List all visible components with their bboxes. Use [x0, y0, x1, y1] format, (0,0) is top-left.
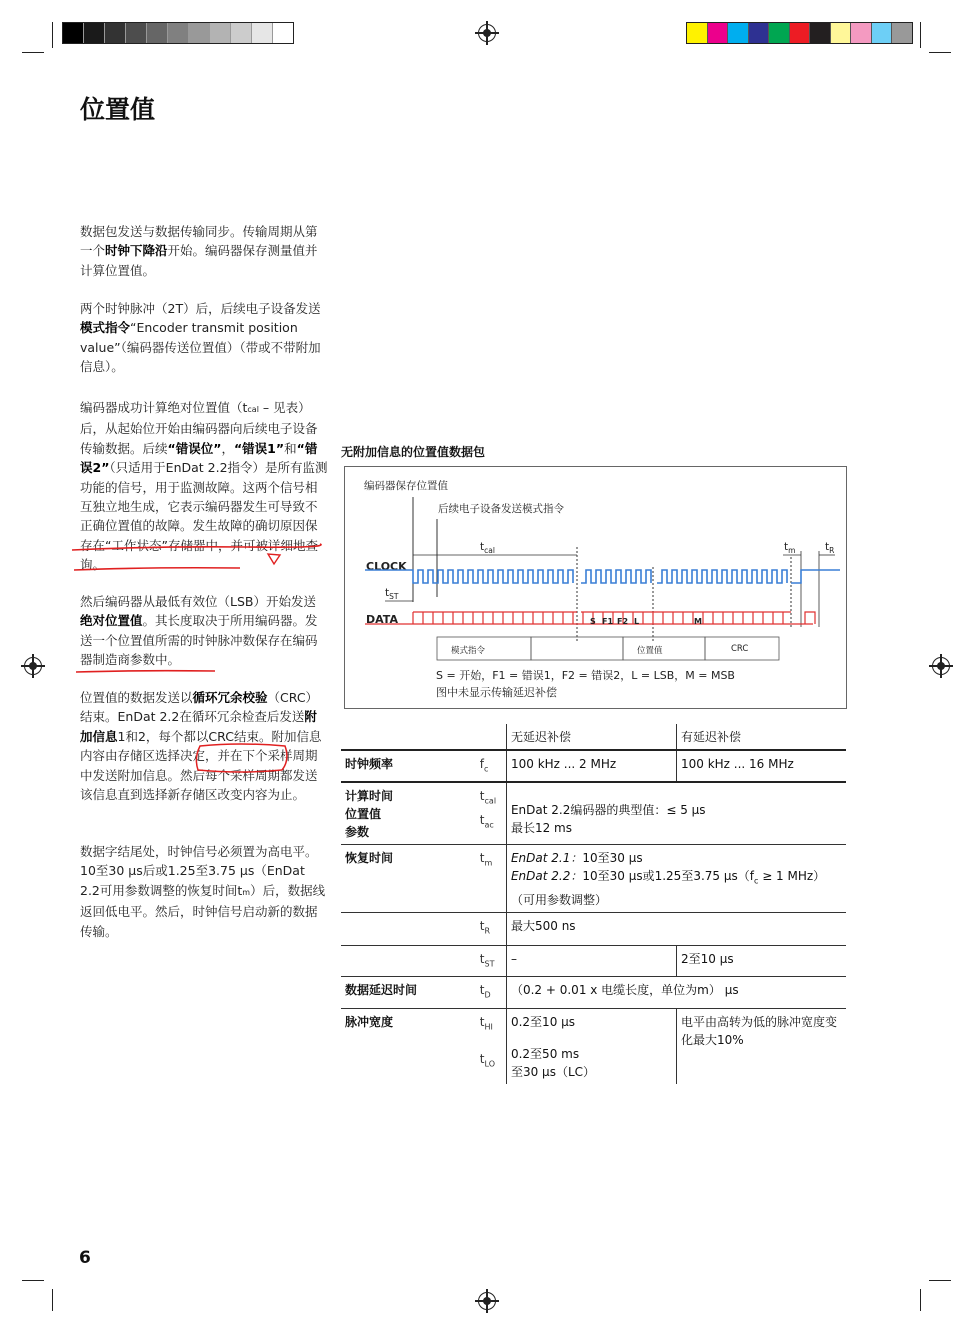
table-row [341, 1008, 846, 1084]
handwritten-annotations [70, 530, 330, 680]
legend-line-2: 图中未显示传输延迟补偿 [436, 686, 557, 699]
timing-diagram [344, 466, 847, 709]
registration-mark-icon [932, 657, 950, 675]
tcal-label: $t_{cal}$ [480, 541, 495, 556]
calc-time-value: EnDat 2.2编码器的典型值：≤ 5 µs 最长12 ms [506, 782, 846, 845]
grayscale-calibration-bar [62, 22, 294, 44]
tst-no-comp: – [506, 945, 676, 976]
paragraph-4: 然后编码器从最低有效位（LSB）开始发送绝对位置值。其长度取决于所用编码器。发送一个位置值所需的时钟脉冲数保存在编码器制造商参数中。 [80, 594, 318, 668]
table-row [341, 945, 846, 976]
table-row [341, 912, 846, 945]
paragraph-6: 数据字结尾处，时钟信号必须置为高电平。10至30 µs后或1.25至3.75 µs（EnDat 2.2可用参数调整的恢复时间tm）后，数据线返回低电平。然后，时钟信号启动新的数据传输。 [80, 844, 326, 939]
symbol-tcal-tac: $t_{cal}$ $t_{ac}$ [476, 782, 507, 845]
symbol-td: $t_D$ [476, 977, 507, 1008]
crop-mark [929, 1280, 951, 1281]
symbol-tst: $t_{ST}$ [476, 945, 507, 976]
table-row [341, 845, 846, 912]
crop-mark [920, 1289, 921, 1311]
bit-l: L [634, 617, 640, 626]
tst-with-comp: 2至10 µs [676, 945, 846, 976]
symbol-fc: $f_c$ [476, 750, 507, 782]
segment-crc: CRC [731, 644, 749, 654]
tm-label: $t_m$ [784, 541, 796, 556]
page-title: 位置值 [80, 95, 156, 124]
clock-label: CLOCK [366, 560, 407, 573]
fc-no-comp: 100 kHz ... 2 MHz [506, 750, 676, 782]
paragraph-2: 两个时钟脉冲（2T）后，后续电子设备发送模式指令“Encoder transmit position value”（编码器传送位置值）（带或不带附加信息）。 [80, 301, 321, 375]
diagram-title: 无附加信息的位置值数据包 [341, 445, 486, 459]
fc-with-comp: 100 kHz ... 16 MHz [676, 750, 846, 782]
table-header-row [341, 724, 846, 750]
timing-spec-table [341, 724, 846, 1084]
pulse-width-note: 电平由高转为低的脉冲宽度变化最大10% [676, 1008, 846, 1084]
crop-mark [52, 1289, 53, 1311]
tst-label: $t_{ST}$ [385, 587, 399, 602]
crop-mark [52, 22, 53, 48]
registration-mark-icon [24, 657, 42, 675]
row-label-recovery: 恢复时间 [341, 845, 476, 912]
crop-mark [929, 52, 951, 53]
paragraph-5: 位置值的数据发送以循环冗余校验（CRC）结束。EnDat 2.2在循环冗余检查后发送附加信息1和2，每个都以CRC结束。附加信息内容由存储区选择决定，并在下个采样周期中发送附加信息。然后每个采样周期都发送该信息直到选择新存储区改变内容为止。 [80, 690, 322, 803]
registration-mark-icon [478, 24, 496, 42]
bit-m: M [694, 617, 702, 626]
paragraph-1: 数据包发送与数据传输同步。传输周期从第一个时钟下降沿开始。编码器保存测量值并计算位置值。 [80, 224, 318, 278]
bit-s: S [590, 617, 596, 626]
td-value: （0.2 + 0.01 x 电缆长度，单位为m） µs [506, 977, 846, 1008]
paragraph-3: 编码器成功计算绝对位置值（tcal – 见表）后，从起始位开始由编码器向后续电子设备传输数据。后续“错误位”，“错误1”和“错误2”（只适用于EnDat 2.2指令）是所有监测功能的信号，用于监测故障。这两个信号相互独立地生成，它表示编码器发生可导致不正确位置值的故障。发生故障的确切原因保存在“工作状态”存储器中，并可被详细地查询。 [80, 400, 328, 573]
symbol-thi-tlo: $t_{HI}$ $t_{LO}$ [476, 1008, 507, 1084]
symbol-tm: $t_m$ [476, 845, 507, 912]
crop-mark [22, 52, 44, 53]
segment-position-value: 位置值 [637, 646, 663, 656]
table-row [341, 750, 846, 782]
symbol-tr: $t_R$ [476, 912, 507, 945]
page-number: 6 [79, 1248, 91, 1268]
save-position-label: 编码器保存位置值 [364, 480, 448, 492]
crop-mark [22, 1280, 44, 1281]
bit-f2: F2 [617, 617, 629, 626]
segment-mode-command: 模式指令 [451, 646, 486, 656]
data-label: DATA [366, 613, 398, 626]
header-with-compensation: 有延迟补偿 [676, 724, 846, 750]
table-row [341, 782, 846, 845]
table-row [341, 977, 846, 1008]
row-label-calc-time: 计算时间 位置值 参数 [341, 782, 476, 845]
row-label-clock-frequency: 时钟频率 [341, 750, 476, 782]
registration-mark-icon [478, 1292, 496, 1310]
bit-f1: F1 [602, 617, 614, 626]
tr-value: 最大500 ns [506, 912, 846, 945]
mode-command-label: 后续电子设备发送模式指令 [438, 503, 564, 515]
pulse-width-values: 0.2至10 µs 0.2至50 ms 至30 µs（LC） [506, 1008, 676, 1084]
row-label-pulse-width: 脉冲宽度 [341, 1008, 476, 1084]
header-no-compensation: 无延迟补偿 [506, 724, 676, 750]
recovery-value: EnDat 2.1：10至30 µs EnDat 2.2：10至30 µs或1.25至3.75 $\mu s(f_c \ge 1$ MHz） （可用参数调整） [506, 845, 846, 912]
legend-line-1: S = 开始，F1 = 错误1，F2 = 错误2，L = LSB，M = MSB [436, 669, 735, 682]
row-label-delay: 数据延迟时间 [341, 977, 476, 1008]
tr-label: $t_R$ [825, 541, 835, 556]
color-calibration-bar [686, 22, 913, 44]
crop-mark [920, 22, 921, 48]
handwritten-circle [190, 740, 300, 780]
